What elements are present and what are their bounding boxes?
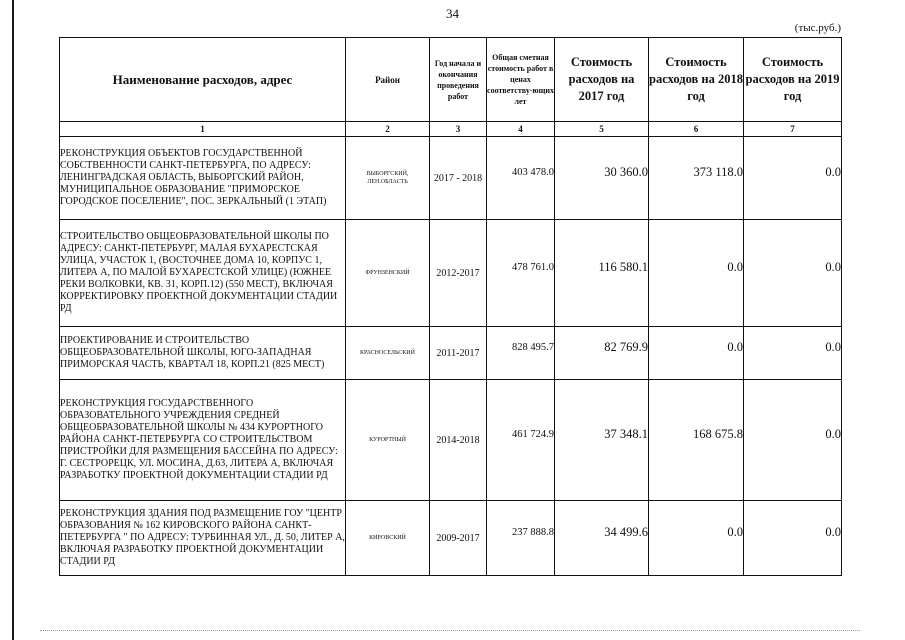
cost-2019-value: 0.0 bbox=[825, 164, 841, 179]
expenses-table bbox=[59, 37, 842, 576]
cost-2019-value: 0.0 bbox=[825, 259, 841, 274]
total-cost-value: 828 495.7 bbox=[512, 341, 554, 353]
header-row bbox=[60, 38, 842, 122]
total-cost-value: 478 761.0 bbox=[512, 261, 554, 273]
cost-2019-cell bbox=[744, 327, 842, 380]
cost-2019-cell bbox=[744, 137, 842, 220]
scan-bottom-marks bbox=[40, 630, 860, 632]
cost-2017-value: 116 580.1 bbox=[598, 259, 648, 274]
district-cell: ФРУНЗЕНСКИЙ bbox=[346, 220, 430, 327]
cost-2019-cell bbox=[744, 501, 842, 576]
cost-2017-cell bbox=[555, 327, 649, 380]
header-cost-2019: Стоимость расходов на 2019 год bbox=[744, 38, 842, 122]
cost-2017-value: 34 499.6 bbox=[604, 524, 648, 539]
total-cost-cell bbox=[487, 137, 555, 220]
cost-2018-value: 0.0 bbox=[727, 524, 743, 539]
years-cell: 2009-2017 bbox=[430, 501, 487, 576]
cost-2017-value: 37 348.1 bbox=[604, 426, 648, 441]
column-number: 6 bbox=[649, 122, 744, 137]
table-row bbox=[60, 220, 842, 327]
total-cost-value: 403 478.0 bbox=[512, 166, 554, 178]
cost-2018-value: 0.0 bbox=[727, 259, 743, 274]
cost-2018-value: 0.0 bbox=[727, 339, 743, 354]
total-cost-cell bbox=[487, 501, 555, 576]
header-district: Район bbox=[346, 38, 430, 122]
expense-name: СТРОИТЕЛЬСТВО ОБЩЕОБРАЗОВАТЕЛЬНОЙ ШКОЛЫ ПО АДРЕСУ: САНКТ-ПЕТЕРБУРГ, МАЛАЯ БУХАРЕСТСКАЯ УЛИЦА, УЧАСТОК 1, (ВОСТОЧНЕЕ ДОМА 10, КОРПУС 1, ЛИТЕРА А, ПО МАЛОЙ БУХАРЕСТСКОЙ УЛИЦЕ) (ЮЖНЕЕ РЕКИ ВОЛКОВКИ, КВ. 31, КОРП.12) (550 МЕСТ), ВКЛЮЧАЯ КОРРЕКТИРОВКУ ПРОЕКТНОЙ ДОКУМЕНТАЦИИ СТАДИИ РД bbox=[60, 220, 346, 327]
header-total: Общая сметная стоимость работ в ценах соответству-ющих лет bbox=[487, 38, 555, 122]
column-number: 2 bbox=[346, 122, 430, 137]
cost-2017-cell bbox=[555, 501, 649, 576]
table-row bbox=[60, 501, 842, 576]
years-cell: 2014-2018 bbox=[430, 380, 487, 501]
district-cell: ВЫБОРГСКИЙ, ЛЕН.ОБЛАСТЬ bbox=[346, 137, 430, 220]
years-cell: 2012-2017 bbox=[430, 220, 487, 327]
cost-2018-cell bbox=[649, 327, 744, 380]
table-row bbox=[60, 327, 842, 380]
district-cell: КУРОРТНЫЙ bbox=[346, 380, 430, 501]
cost-2019-value: 0.0 bbox=[825, 524, 841, 539]
cost-2018-value: 168 675.8 bbox=[693, 426, 743, 441]
column-number: 1 bbox=[60, 122, 346, 137]
table-row bbox=[60, 137, 842, 220]
cost-2019-value: 0.0 bbox=[825, 339, 841, 354]
header-years: Год начала и окончания проведения работ bbox=[430, 38, 487, 122]
total-cost-value: 461 724.9 bbox=[512, 428, 554, 440]
expense-name: ПРОЕКТИРОВАНИЕ И СТРОИТЕЛЬСТВО ОБЩЕОБРАЗОВАТЕЛЬНОЙ ШКОЛЫ, ЮГО-ЗАПАДНАЯ ПРИМОРСКАЯ ЧАСТЬ, КВАРТАЛ 18, КОРП.21 (825 МЕСТ) bbox=[60, 327, 346, 380]
cost-2019-cell bbox=[744, 380, 842, 501]
column-number-row bbox=[60, 122, 842, 137]
cost-2018-value: 373 118.0 bbox=[693, 164, 743, 179]
years-cell: 2017 - 2018 bbox=[430, 137, 487, 220]
cost-2019-cell bbox=[744, 220, 842, 327]
cost-2017-cell bbox=[555, 220, 649, 327]
cost-2018-cell bbox=[649, 220, 744, 327]
district-cell: КРАСНОСЕЛЬСКИЙ bbox=[346, 327, 430, 380]
cost-2017-cell bbox=[555, 380, 649, 501]
header-cost-2017: Стоимость расходов на 2017 год bbox=[555, 38, 649, 122]
cost-2018-cell bbox=[649, 501, 744, 576]
cost-2017-value: 30 360.0 bbox=[604, 164, 648, 179]
total-cost-cell bbox=[487, 220, 555, 327]
column-number: 5 bbox=[555, 122, 649, 137]
scan-edge bbox=[12, 0, 14, 640]
column-number: 4 bbox=[487, 122, 555, 137]
column-number: 7 bbox=[744, 122, 842, 137]
page-number: 34 bbox=[446, 6, 459, 21]
cost-2017-value: 82 769.9 bbox=[604, 339, 648, 354]
expense-name: РЕКОНСТРУКЦИЯ ГОСУДАРСТВЕННОГО ОБРАЗОВАТЕЛЬНОГО УЧРЕЖДЕНИЯ СРЕДНЕЙ ОБЩЕОБРАЗОВАТЕЛЬНОЙ ШКОЛЫ № 434 КУРОРТНОГО РАЙОНА САНКТ-ПЕТЕРБУРГА СО СТРОИТЕЛЬСТВОМ ПРИСТРОЙКИ ДЛЯ РАЗМЕЩЕНИЯ БАССЕЙНА ПО АДРЕСУ: Г. СЕСТРОРЕЦК, УЛ. МОСИНА, Д.63, ЛИТЕРА А, ВКЛЮЧАЯ РАЗРАБОТКУ ПРОЕКТНОЙ ДОКУМЕНТАЦИИ СТАДИИ РД bbox=[60, 380, 346, 501]
expense-name: РЕКОНСТРУКЦИЯ ОБЪЕКТОВ ГОСУДАРСТВЕННОЙ СОБСТВЕННОСТИ САНКТ-ПЕТЕРБУРГА, ПО АДРЕСУ: ЛЕНИНГРАДСКАЯ ОБЛАСТЬ, ВЫБОРГСКИЙ РАЙОН, МУНИЦИПАЛЬНОЕ ОБРАЗОВАНИЕ "ПРИМОРСКОЕ ГОРОДСКОЕ ПОСЕЛЕНИЕ", ПОС. ЗЕРКАЛЬНЫЙ (1 ЭТАП) bbox=[60, 137, 346, 220]
table-row bbox=[60, 380, 842, 501]
years-cell: 2011-2017 bbox=[430, 327, 487, 380]
total-cost-cell bbox=[487, 380, 555, 501]
district-cell: КИРОВСКИЙ bbox=[346, 501, 430, 576]
header-name: Наименование расходов, адрес bbox=[60, 38, 346, 122]
total-cost-cell bbox=[487, 327, 555, 380]
cost-2019-value: 0.0 bbox=[825, 426, 841, 441]
expense-name: РЕКОНСТРУКЦИЯ ЗДАНИЯ ПОД РАЗМЕЩЕНИЕ ГОУ "ЦЕНТР ОБРАЗОВАНИЯ № 162 КИРОВСКОГО РАЙОНА САНКТ-ПЕТЕРБУРГА " ПО АДРЕСУ: ТУРБИННАЯ УЛ., Д. 50, ЛИТЕР А, ВКЛЮЧАЯ РАЗРАБОТКУ ПРОЕКТНОЙ ДОКУМЕНТАЦИИ СТАДИИ РД bbox=[60, 501, 346, 576]
cost-2017-cell bbox=[555, 137, 649, 220]
units-label: (тыс.руб.) bbox=[794, 22, 841, 34]
column-number: 3 bbox=[430, 122, 487, 137]
cost-2018-cell bbox=[649, 380, 744, 501]
header-cost-2018: Стоимость расходов на 2018 год bbox=[649, 38, 744, 122]
cost-2018-cell bbox=[649, 137, 744, 220]
total-cost-value: 237 888.8 bbox=[512, 526, 554, 538]
